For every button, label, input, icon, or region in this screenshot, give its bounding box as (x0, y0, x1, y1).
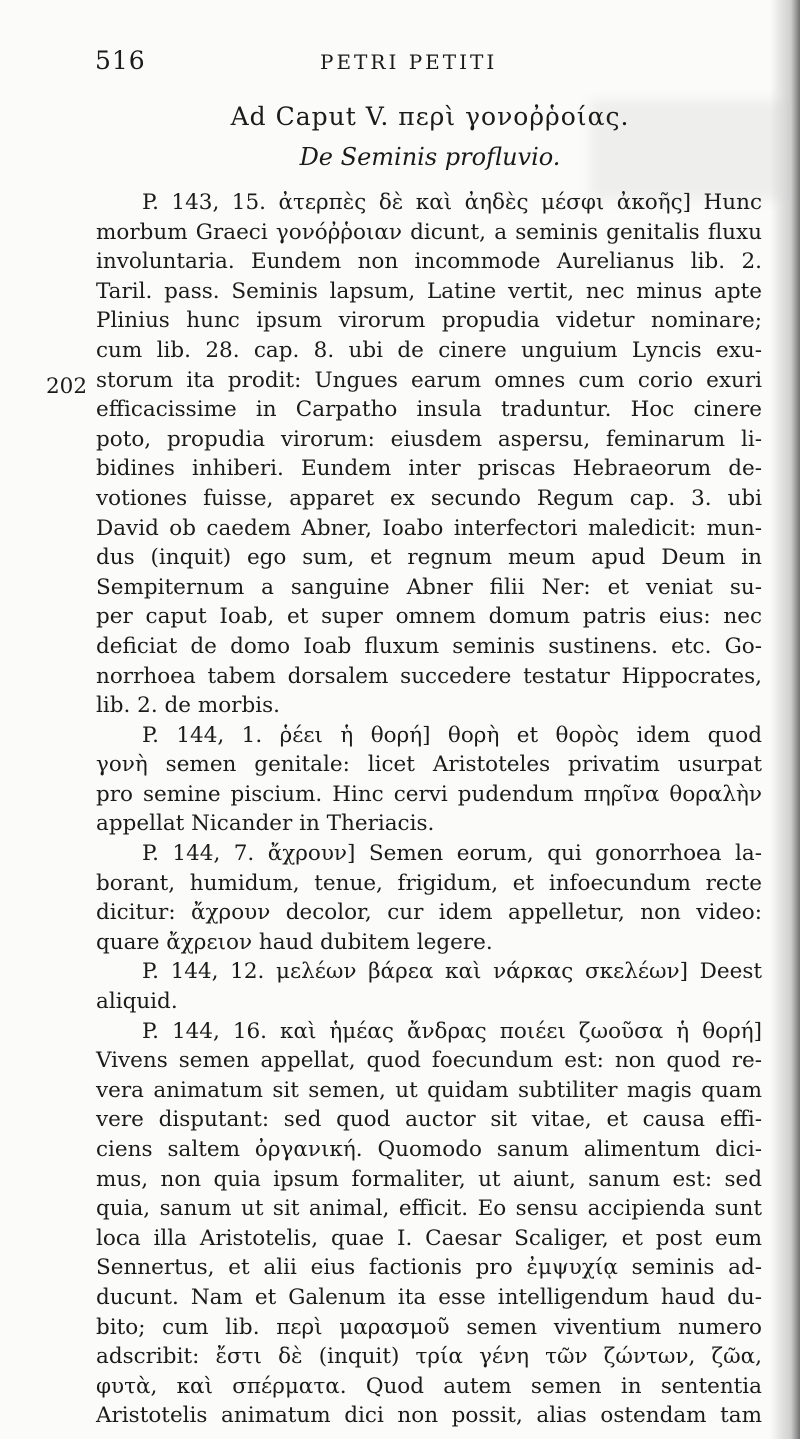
text-line: P. 144, 1. ῥέει ἡ θορή] θορὴ et θορὸς idem quod (142, 722, 762, 748)
text-line: norrhoea tabem dorsalem succedere testatur Hippocrates, (96, 663, 762, 689)
text-line: φυτὰ, καὶ σπέρματα. Quod autem semen in sententia (96, 1373, 762, 1399)
text-line: mus, non quia ipsum formaliter, ut aiunt, sanum est: sed (96, 1166, 762, 1192)
text-line: vera animatum sit semen, ut quidam subtiliter magis quam (96, 1077, 762, 1103)
text-line: aliquid. (96, 989, 178, 1015)
text-line: dus (inquit) ego sum, et regnum meum apud Deum in (96, 545, 762, 571)
text-line: Vivens semen appellat, quod foecundum est: non quod re- (96, 1048, 762, 1074)
text-line: lib. 2. de morbis. (96, 693, 280, 719)
text-line: involuntaria. Eundem non incommode Aurelianus lib. 2. (96, 249, 762, 275)
text-line: per caput Ioab, et super omnem domum patris eius: nec (96, 604, 762, 630)
text-line: γονὴ semen genitale: licet Aristoteles privatim usurpat (96, 752, 762, 778)
text-line: poto, propudia virorum: eiusdem aspersu, feminarum li- (96, 426, 762, 452)
text-line: David ob caedem Abner, Ioabo interfectori maledicit: mun- (96, 515, 762, 541)
text-line: efficacissime in Carpatho insula traduntur. Hoc cinere (96, 397, 762, 423)
text-line: morbum Graeci γονόῤῥοιαν dicunt, a seminis genitalis fluxu (96, 219, 762, 245)
text-line: ducunt. Nam et Galenum ita esse intelligendum haud du- (96, 1284, 762, 1310)
text-line: borant, humidum, tenue, frigidum, et infoecundum recte (96, 870, 762, 896)
text-line: cum lib. 28. cap. 8. ubi de cinere unguium Lyncis exu- (96, 337, 762, 363)
text-line: P. 144, 16. καὶ ἡμέας ἄνδρας ποιέει ζωοῦσα ἡ θορή] (142, 1018, 762, 1044)
text-line: bidines inhiberi. Eundem inter priscas Hebraeorum de- (96, 456, 762, 482)
text-line: pro semine piscium. Hinc cervi pudendum πηρῖνα θοραλὴν (96, 781, 762, 807)
running-title: PETRI PETITI (320, 50, 498, 74)
text-line: deficiat de domo Ioab fluxum seminis sustinens. etc. Go- (96, 633, 762, 659)
margin-line-number: 202 (46, 374, 88, 399)
text-line: appellat Nicander in Theriacis. (96, 811, 435, 837)
chapter-subheading: De Seminis profluvio. (299, 143, 561, 171)
text-line: P. 143, 15. ἀτερπὲς δὲ καὶ ἀηδὲς μέσφι ἀκοῆς] Hunc (142, 190, 762, 215)
text-line: Sennertus, et alii eius factionis pro ἐμψυχίᾳ seminis ad- (96, 1255, 762, 1281)
text-line: quare ἄχρειον haud dubitem legere. (96, 929, 493, 955)
running-head (95, 46, 695, 86)
text-line: bito; cum lib. περὶ μαρασμοῦ semen viventium numero (96, 1314, 762, 1340)
text-line: Taril. pass. Seminis lapsum, Latine vertit, nec minus apte (96, 278, 762, 304)
text-line: P. 144, 7. ἄχρουν] Semen eorum, qui gonorrhoea la- (142, 841, 762, 867)
chapter-heading: Ad Caput V. περὶ γονοῤῥοίας. (230, 102, 630, 131)
text-line: Plinius hunc ipsum virorum propudia videtur nominare; (96, 308, 762, 334)
page-gutter-shadow (770, 0, 800, 1439)
text-line: dicitur: ἄχρουν decolor, cur idem appelletur, non video: (96, 900, 762, 926)
text-line: Sempiternum a sanguine Abner filii Ner: et veniat su- (96, 574, 762, 600)
text-line: storum ita prodit: Ungues earum omnes cum corio exuri (96, 367, 762, 393)
page-number: 516 (95, 46, 146, 75)
text-line: quia, sanum ut sit animal, efficit. Eo sensu accipienda sunt (96, 1196, 762, 1222)
text-line: P. 144, 12. μελέων βάρεα καὶ νάρκας σκελέων] Deest (142, 959, 762, 985)
text-line: votiones fuisse, apparet ex secundo Regum cap. 3. ubi (96, 485, 762, 511)
text-line: ciens saltem ὀργανική. Quomodo sanum alimentum dici- (96, 1137, 762, 1162)
body-text (96, 188, 762, 1431)
text-line: adscribit: ἔστι δὲ (inquit) τρία γένη τῶν ζώντων, ζῶα, (96, 1344, 762, 1370)
text-line: loca illa Aristotelis, quae I. Caesar Scaliger, et post eum (96, 1225, 762, 1251)
text-line: Aristotelis animatum dici non possit, alias ostendam tam (96, 1403, 762, 1429)
text-line: vere disputant: sed quod auctor sit vitae, et causa effi- (96, 1107, 762, 1133)
